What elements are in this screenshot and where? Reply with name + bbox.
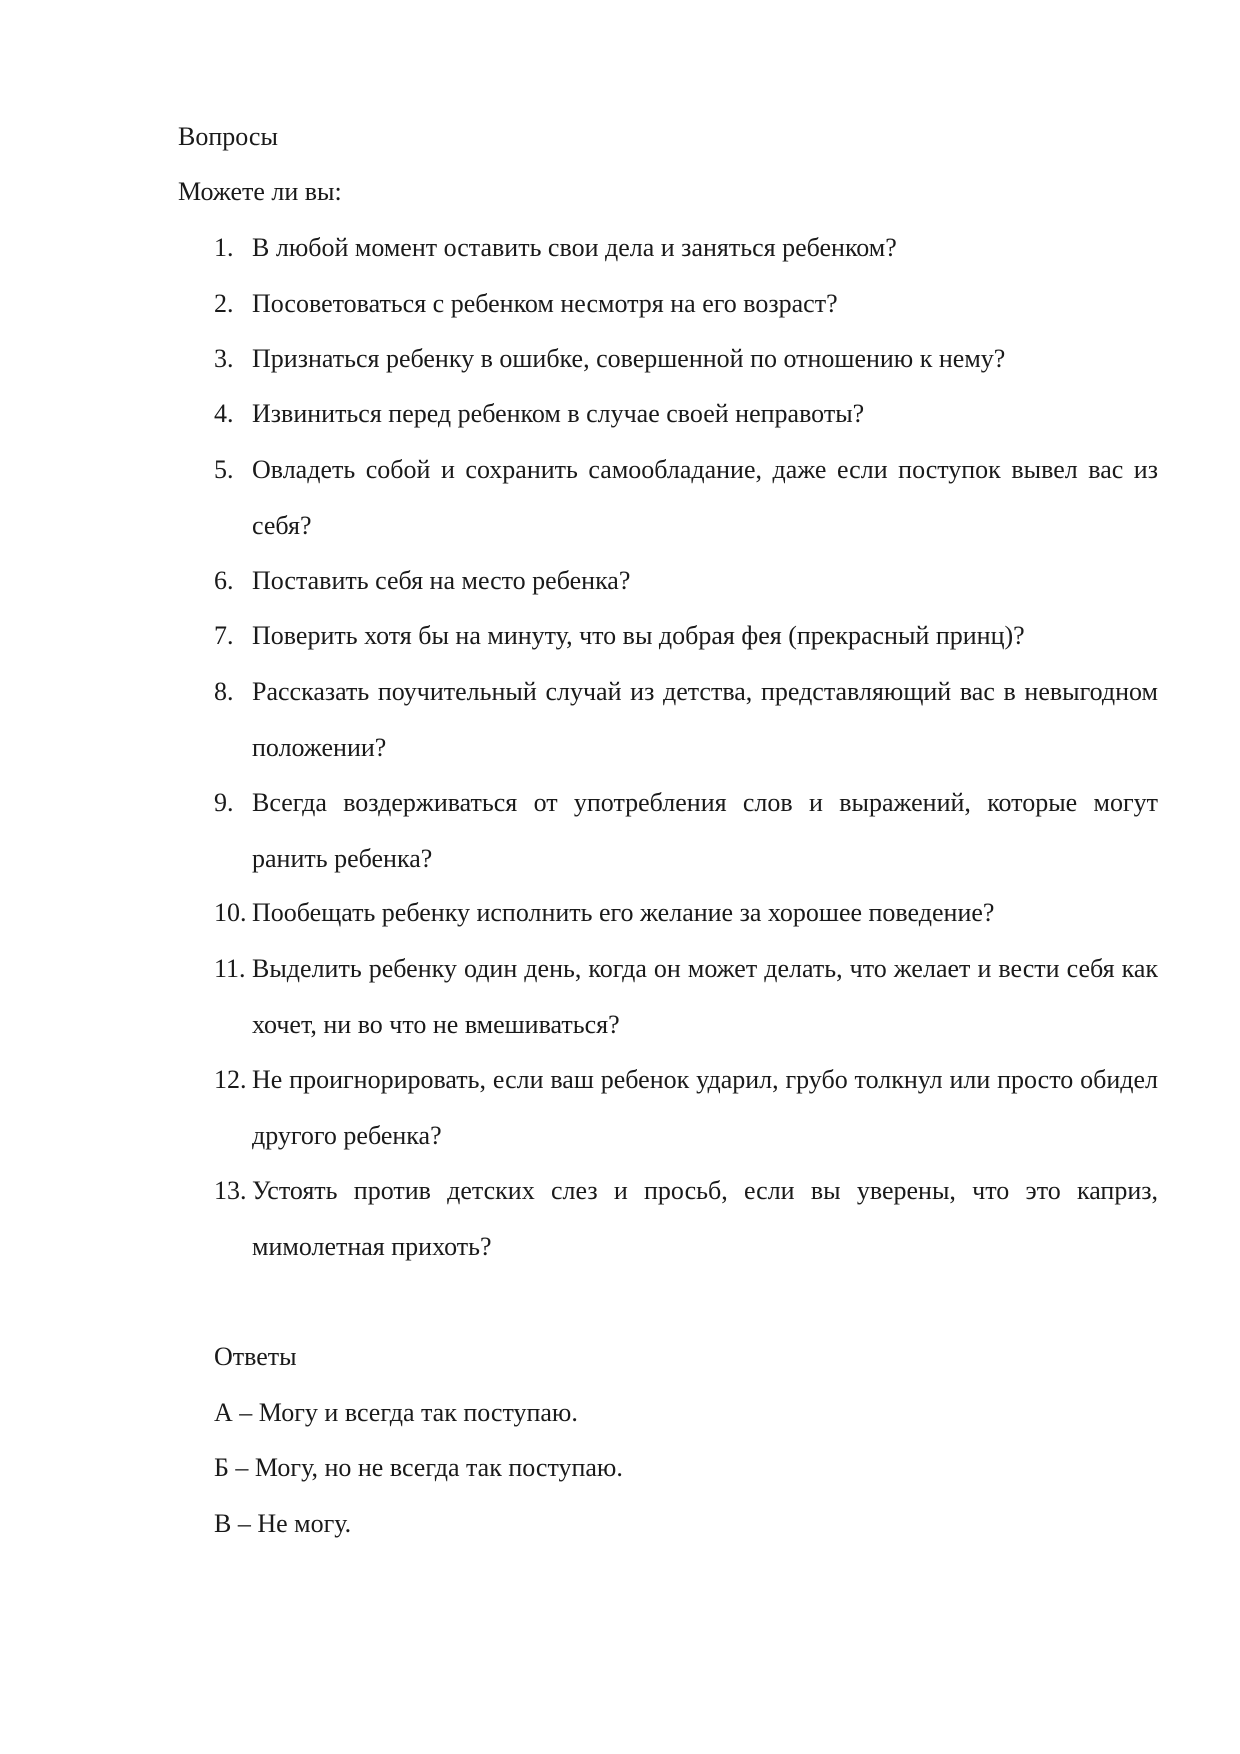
question-number: 1. bbox=[214, 233, 234, 262]
questions-intro: Можете ли вы: bbox=[178, 177, 342, 206]
page-title: Вопросы bbox=[178, 122, 278, 151]
question-number: 13. bbox=[214, 1176, 247, 1205]
question-number: 8. bbox=[214, 677, 234, 706]
question-text: Поставить себя на место ребенка? bbox=[252, 566, 631, 595]
question-text: Пообещать ребенку исполнить его желание за хорошее поведение? bbox=[252, 898, 995, 927]
question-number: 12. bbox=[214, 1065, 247, 1094]
question-text: Извиниться перед ребенком в случае своей неправоты? bbox=[252, 399, 865, 428]
question-text: Всегда воздерживаться от употребления слов и выражений, которые могут ранить ребенка? bbox=[252, 788, 1158, 873]
question-number: 11. bbox=[214, 954, 246, 983]
question-number: 3. bbox=[214, 344, 234, 373]
question-text: Не проигнорировать, если ваш ребенок ударил, грубо толкнул или просто обидел другого ребенка? bbox=[252, 1065, 1158, 1150]
question-number: 4. bbox=[214, 399, 234, 428]
answer-option: А – Могу и всегда так поступаю. bbox=[214, 1398, 578, 1427]
question-number: 2. bbox=[214, 289, 234, 318]
question-number: 7. bbox=[214, 621, 234, 650]
question-number: 5. bbox=[214, 455, 234, 484]
question-number: 6. bbox=[214, 566, 234, 595]
answers-heading: Ответы bbox=[214, 1342, 297, 1371]
question-text: В любой момент оставить свои дела и заняться ребенком? bbox=[252, 233, 897, 262]
answer-option: Б – Могу, но не всегда так поступаю. bbox=[214, 1453, 623, 1482]
question-text: Овладеть собой и сохранить самообладание, даже если поступок вывел вас из себя? bbox=[252, 455, 1158, 540]
question-text: Рассказать поучительный случай из детства, представляющий вас в невыгодном положении? bbox=[252, 677, 1158, 762]
question-number: 10. bbox=[214, 898, 247, 927]
question-number: 9. bbox=[214, 788, 234, 817]
answer-option: В – Не могу. bbox=[214, 1509, 352, 1538]
question-text: Выделить ребенку один день, когда он может делать, что желает и вести себя как хочет, ни во что не вмешиваться? bbox=[252, 954, 1158, 1039]
question-text: Признаться ребенку в ошибке, совершенной по отношению к нему? bbox=[252, 344, 1006, 373]
question-text: Поверить хотя бы на минуту, что вы добрая фея (прекрасный принц)? bbox=[252, 621, 1025, 650]
question-text: Устоять против детских слез и просьб, если вы уверены, что это каприз, мимолетная прихоть? bbox=[252, 1176, 1158, 1261]
question-text: Посоветоваться с ребенком несмотря на его возраст? bbox=[252, 289, 838, 318]
